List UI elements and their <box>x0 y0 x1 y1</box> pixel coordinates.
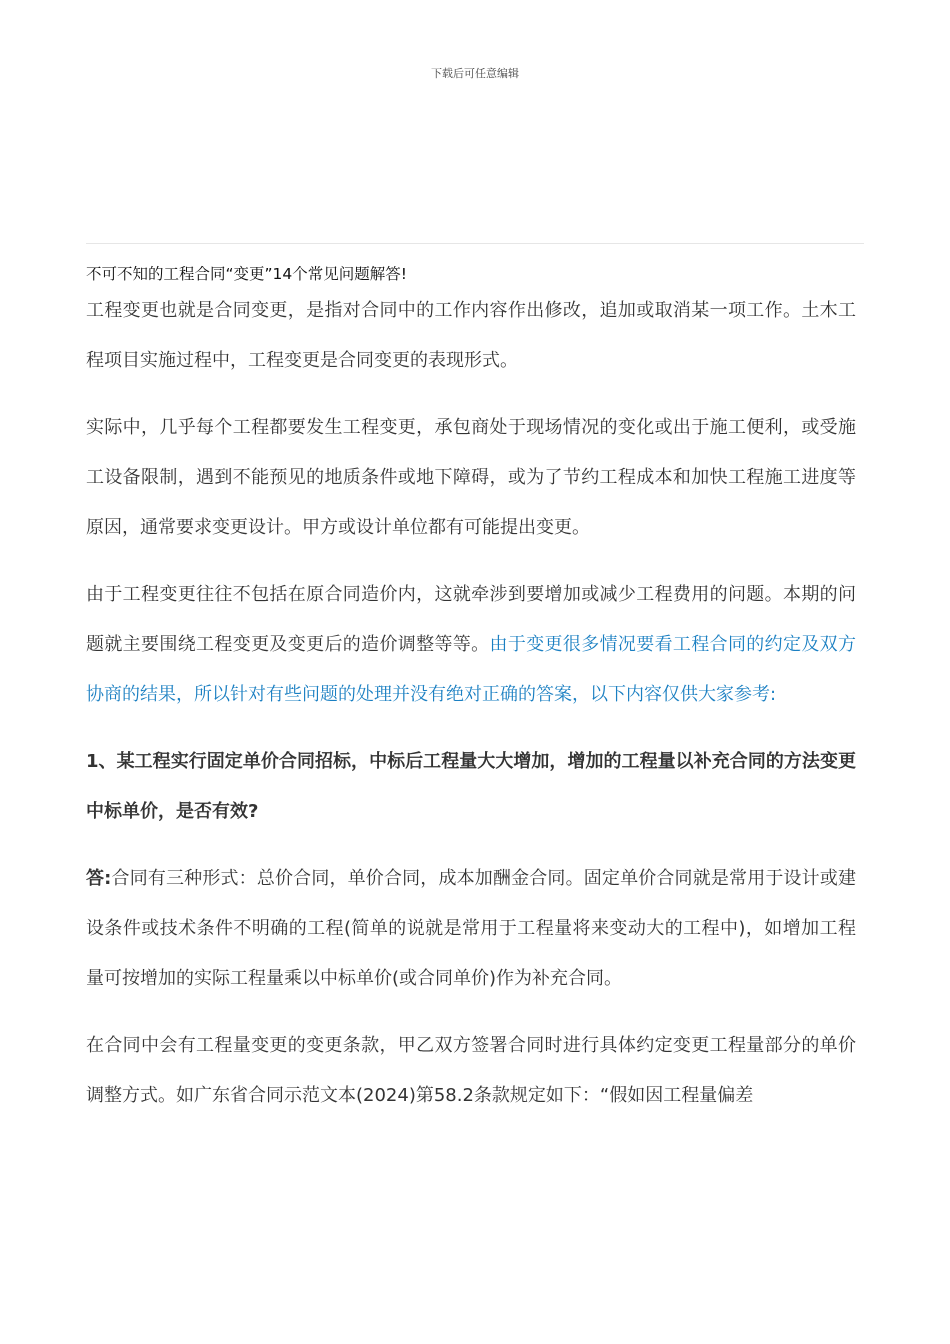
answer-1-text: 合同有三种形式：总价合同，单价合同，成本加酬金合同。固定单价合同就是常用于设计或建设条件或技术条件不明确的工程(简单的说就是常用于工程量将来变动大的工程中)，如增加工程量可按增加的实际工程量乘以中标单价(或合同单价)作为补充合同。 <box>86 868 857 989</box>
question-1-heading: 1、某工程实行固定单价合同招标，中标后工程量大大增加，增加的工程量以补充合同的方法变更中标单价，是否有效? <box>86 751 856 822</box>
page-header-note: 下载后可任意编辑 <box>431 67 519 80</box>
intro-paragraph: 工程变更也就是合同变更，是指对合同中的工作内容作出修改，追加或取消某一项工作。土木工程项目实施过程中，工程变更是合同变更的表现形式。 <box>86 300 856 371</box>
article-body <box>86 262 856 1121</box>
answer-label: 答: <box>86 868 112 889</box>
contract-clause-paragraph: 在合同中会有工程量变更的变更条款，甲乙双方签署合同时进行具体约定变更工程量部分的单价调整方式。如广东省合同示范文本(2024)第58.2条款规定如下：“假如因工程量偏差 <box>86 1035 856 1106</box>
header-divider <box>86 243 864 244</box>
disclaimer-highlight: 由于变更很多情况要看工程合同的约定及双方协商的结果，所以针对有些问题的处理并没有绝对正确的答案，以下内容仅供大家参考: <box>86 634 857 705</box>
scope-paragraph <box>86 570 856 720</box>
scope-text: 由于工程变更往往不包括在原合同造价内，这就牵涉到要增加或减少工程费用的问题。本期的问题就主要围绕工程变更及变更后的造价调整等等。 <box>86 584 856 655</box>
article-title: 不可不知的工程合同“变更”14个常见问题解答! <box>86 265 407 283</box>
answer-1-paragraph <box>86 854 856 1004</box>
context-paragraph: 实际中，几乎每个工程都要发生工程变更，承包商处于现场情况的变化或出于施工便利，或受施工设备限制，遇到不能预见的地质条件或地下障碍，或为了节约工程成本和加快工程施工进度等原因，通常要求变更设计。甲方或设计单位都有可能提出变更。 <box>86 417 856 538</box>
